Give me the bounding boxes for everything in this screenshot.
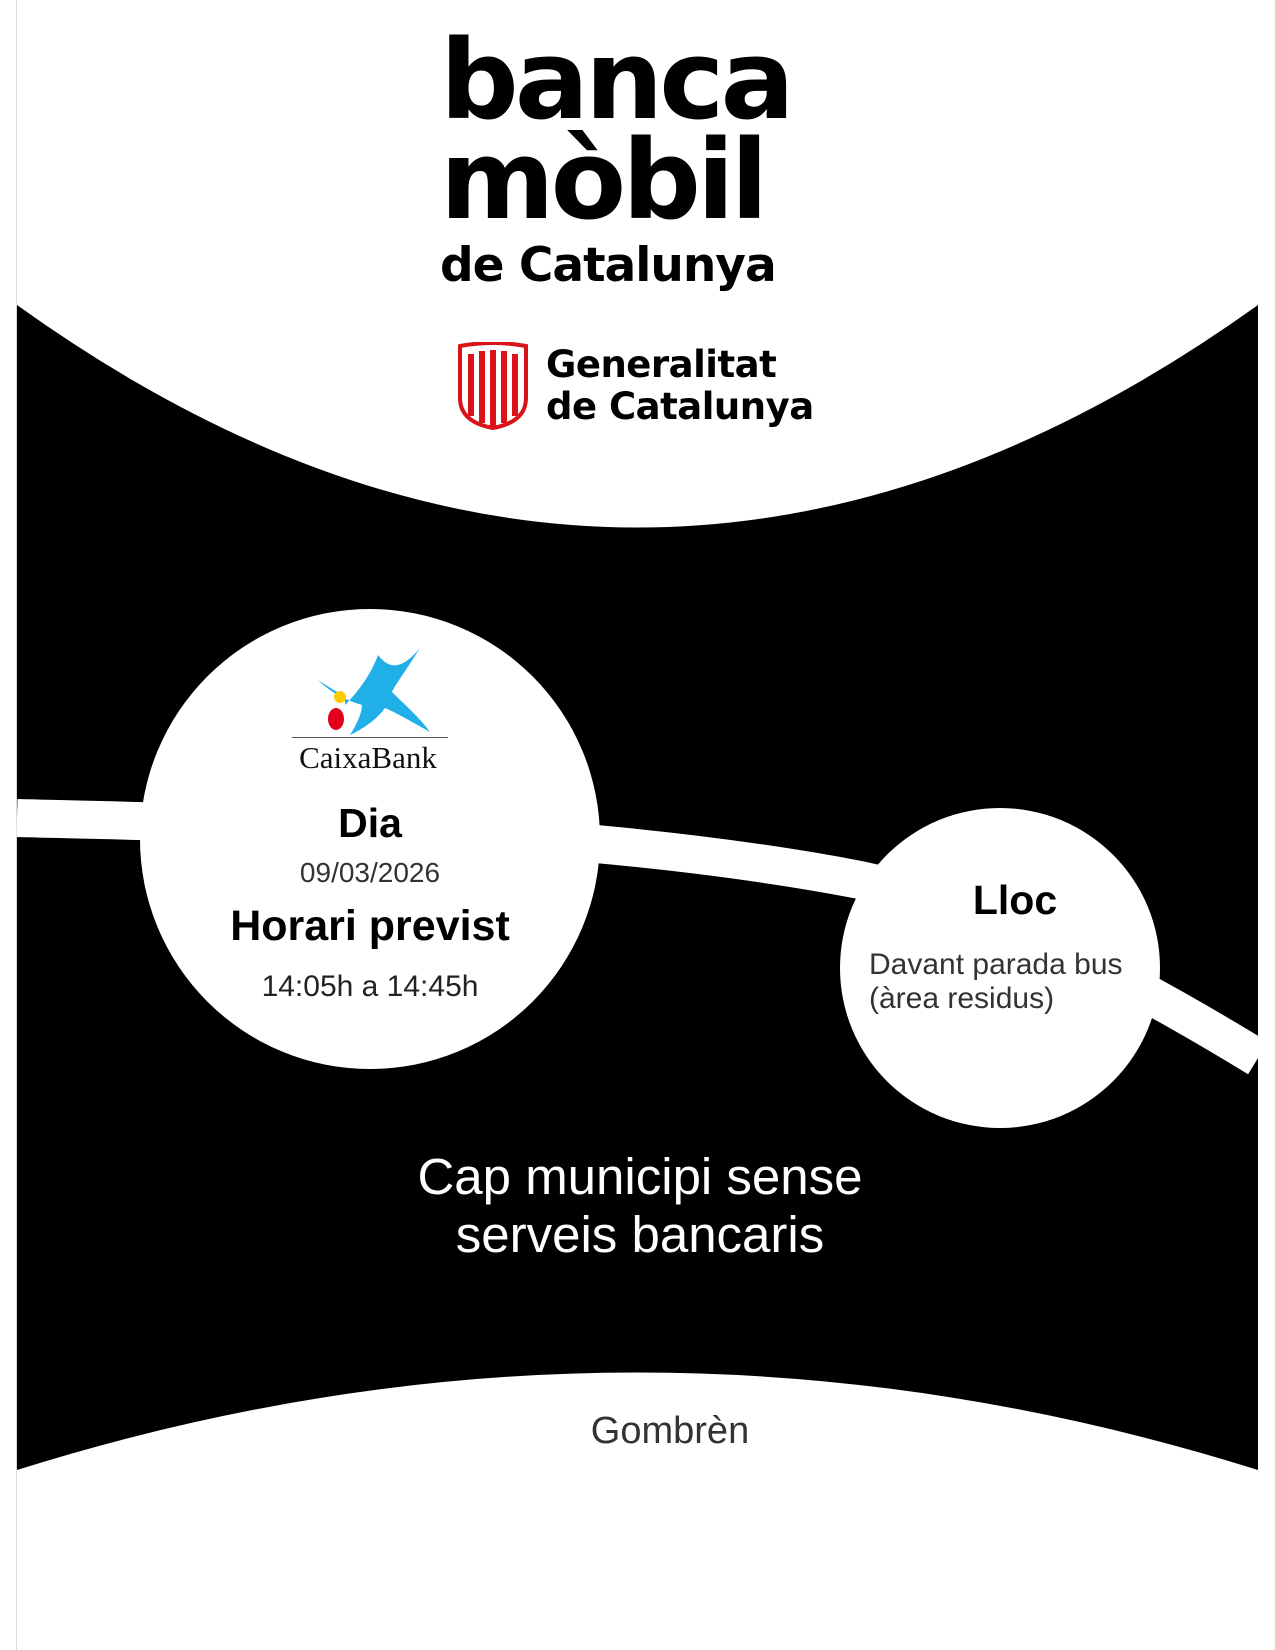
brand-line-2: mòbil [440, 116, 765, 244]
town-name: Gombrèn [590, 1410, 750, 1452]
slogan-line-1: Cap municipi sense [417, 1148, 863, 1205]
location-value [869, 948, 1169, 1016]
hours-label: Horari previst [230, 902, 510, 950]
caixabank-name: CaixaBank [299, 740, 437, 775]
banca-mobil-logo [440, 16, 860, 294]
generalitat-shield-icon [454, 342, 532, 430]
slogan [300, 1148, 980, 1264]
date-value: 09/03/2026 [299, 857, 441, 888]
gencat-line-2: de Catalunya [546, 385, 814, 428]
brand-line-3: de Catalunya [440, 238, 776, 293]
hours-value: 14:05h a 14:45h [261, 970, 479, 1003]
caixabank-rule [292, 737, 448, 738]
location-line-1: Davant parada bus [869, 948, 1123, 981]
location-label: Lloc [972, 877, 1058, 923]
slogan-line-2: serveis bancaris [455, 1206, 825, 1263]
gencat-line-1: Generalitat [546, 343, 777, 386]
generalitat-logo [454, 342, 814, 430]
day-label: Dia [338, 800, 402, 846]
location-line-2: (àrea residus) [869, 982, 1055, 1015]
brand-line-1: banca [440, 16, 791, 144]
